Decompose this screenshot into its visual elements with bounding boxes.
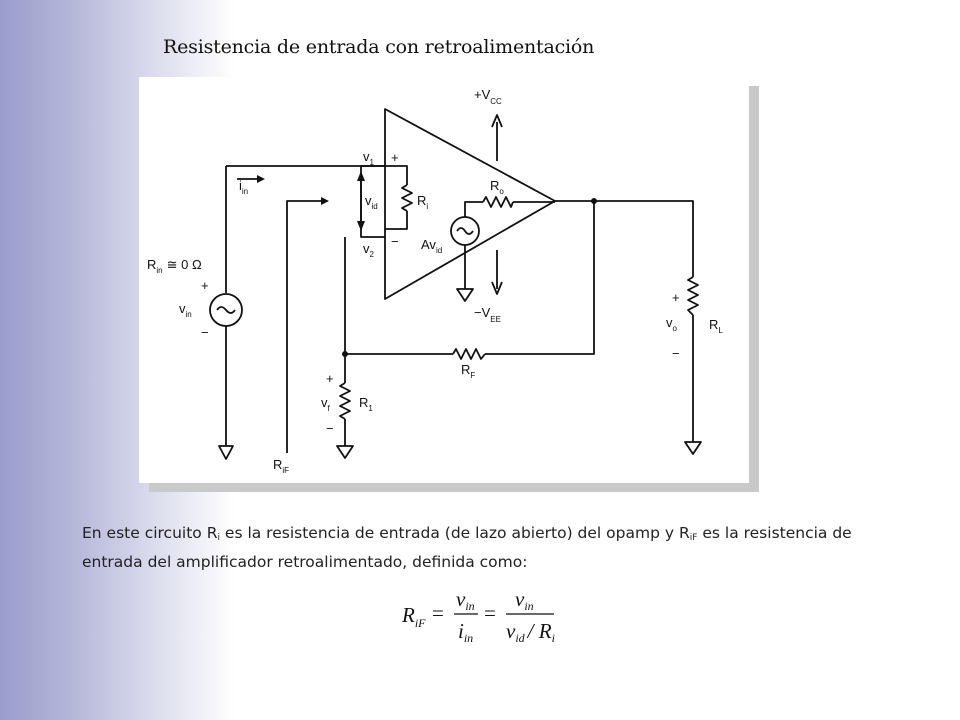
vf-plus-sign: + <box>326 371 334 386</box>
formula-eq1: = <box>432 601 444 625</box>
avid-label: $Av_{id}$ <box>421 237 443 255</box>
ri-label: $R_i$ <box>417 193 429 211</box>
vid-arrowhead-up <box>357 171 365 181</box>
ground-symbol-opamp <box>457 289 473 301</box>
rin-label: $R_{in}$ ≅ 0 Ω <box>147 257 202 275</box>
ground-symbol-r1 <box>337 446 353 458</box>
circuit-figure <box>139 77 749 483</box>
ri-resistor <box>402 185 412 211</box>
v2-label: $v_2$ <box>363 241 374 259</box>
vo-minus-sign: − <box>672 346 680 361</box>
rif-wire <box>287 201 321 453</box>
vcc-label: $+V_{CC}$ <box>474 87 502 106</box>
rl-label: $R_L$ <box>709 317 723 335</box>
vin-label: $v_{in}$ <box>179 301 192 319</box>
v1-label: $v_1$ <box>363 149 374 167</box>
iin-label: $i_{in}$ <box>239 178 249 196</box>
vee-label: $-V_{EE}$ <box>474 305 501 324</box>
r1-resistor <box>340 383 350 419</box>
slide-title: Resistencia de entrada con retroalimentación <box>163 36 595 58</box>
formula-svg <box>398 582 578 654</box>
vf-minus-sign: − <box>326 421 334 436</box>
opamp-plus-sign: + <box>391 150 399 165</box>
formula-lhs: $R_{iF}$ <box>402 603 426 630</box>
vo-label: $v_o$ <box>666 315 677 333</box>
formula-den2: vid / Ri <box>506 619 555 645</box>
feedback-node <box>342 351 348 357</box>
rl-resistor <box>688 277 698 315</box>
ro-resistor <box>483 197 513 207</box>
tilde-vin-icon <box>217 307 235 313</box>
tilde-avid-icon <box>457 228 473 234</box>
formula-num1: vin <box>456 587 475 613</box>
formula-eq2: = <box>484 601 496 625</box>
ground-symbol-rl <box>685 442 701 454</box>
iin-arrowhead <box>257 175 265 183</box>
rif-arrowhead <box>321 197 329 205</box>
vid-label: $v_{id}$ <box>365 193 378 211</box>
ro-label: $R_o$ <box>490 178 504 196</box>
output-node <box>591 198 597 204</box>
rf-resistor <box>453 349 485 359</box>
rif-label: $R_{iF}$ <box>273 457 290 475</box>
formula-den1: iin <box>458 619 474 645</box>
vo-plus-sign: + <box>672 290 680 305</box>
opamp-minus-sign: − <box>391 234 399 249</box>
vin-plus-sign: + <box>201 278 209 293</box>
rif-formula <box>398 582 578 658</box>
vid-arrowhead-down <box>357 221 365 231</box>
description-paragraph: En este circuito $R_i$ es la resistencia de entrada (de lazo abierto) del opamp y $R_{iF}$ es la resistencia de entrada del amplificador retroalimentado, definida como: <box>82 524 852 571</box>
formula-num2: vin <box>515 587 534 613</box>
ground-symbol-vin <box>219 446 233 459</box>
vf-label: $v_f$ <box>321 395 330 413</box>
rf-label: $R_F$ <box>461 362 476 380</box>
r1-label: $R_1$ <box>359 395 373 413</box>
vin-minus-sign: − <box>201 325 209 340</box>
circuit-diagram <box>139 77 749 483</box>
